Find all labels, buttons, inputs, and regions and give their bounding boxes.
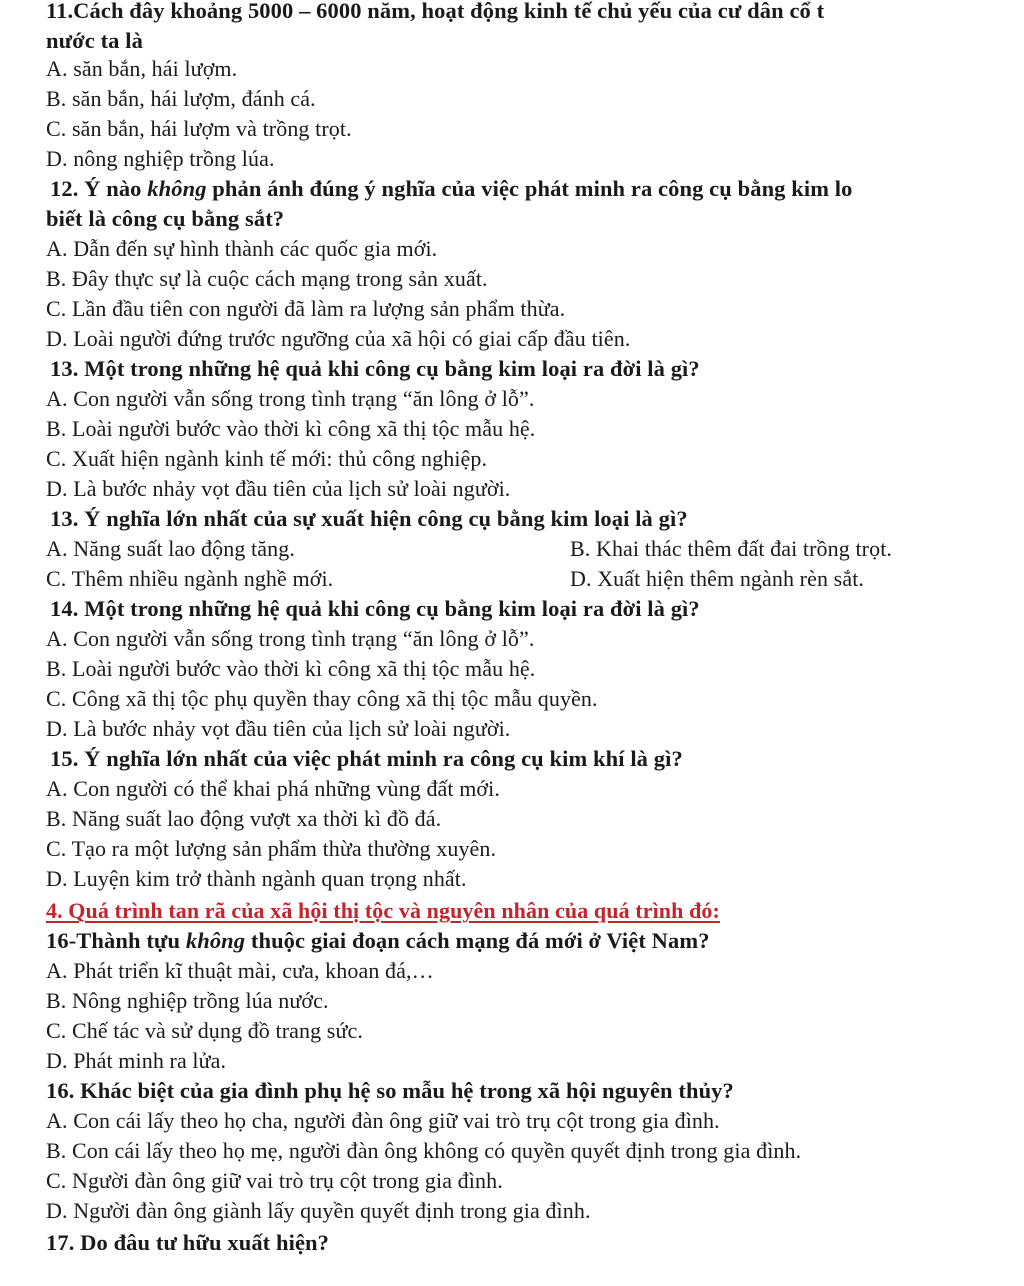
q16b-option-b: B. Con cái lấy theo họ mẹ, người đàn ông không có quyền quyết định trong gia đình. [46, 1138, 802, 1163]
q16a-prefix: 16-Thành tựu [46, 928, 186, 953]
q13a-option-a: A. Con người vẫn sống trong tình trạng “ăn lông ở lỗ”. [46, 386, 535, 411]
q16a-option-d: D. Phát minh ra lửa. [46, 1048, 227, 1073]
q14-option-b: B. Loài người bước vào thời kì công xã thị tộc mẫu hệ. [46, 656, 536, 681]
q11-option-c: C. săn bắn, hái lượm và trồng trọt. [46, 116, 352, 141]
q16b-option-c: C. Người đàn ông giữ vai trò trụ cột trong gia đình. [46, 1168, 503, 1193]
q16a-option-a: A. Phát triển kĩ thuật mài, cưa, khoan đá,… [46, 958, 434, 983]
q13a-option-b: B. Loài người bước vào thời kì công xã thị tộc mẫu hệ. [46, 416, 536, 441]
q13a-option-c: C. Xuất hiện ngành kinh tế mới: thủ công nghiệp. [46, 446, 488, 471]
q14-option-d: D. Là bước nhảy vọt đầu tiên của lịch sử loài người. [46, 716, 511, 741]
q15-option-b: B. Năng suất lao động vượt xa thời kì đồ đá. [46, 806, 442, 831]
q13b-option-a: A. Năng suất lao động tăng. [46, 536, 295, 561]
section-4-heading: 4. Quá trình tan rã của xã hội thị tộc và nguyên nhân của quá trình đó: [46, 898, 720, 923]
q12-option-a: A. Dẫn đến sự hình thành các quốc gia mới. [46, 236, 438, 261]
q13a-option-d: D. Là bước nhảy vọt đầu tiên của lịch sử loài người. [46, 476, 511, 501]
question-16a [46, 926, 710, 956]
q13b-option-b: B. Khai thác thêm đất đai trồng trọt. [570, 536, 893, 561]
question-14: 14. Một trong những hệ quả khi công cụ bằng kim loại ra đời là gì? [50, 596, 700, 621]
q14-option-c: C. Công xã thị tộc phụ quyền thay công xã thị tộc mẫu quyền. [46, 686, 598, 711]
q16a-suffix: thuộc giai đoạn cách mạng đá mới ở Việt Nam? [245, 928, 710, 953]
question-16b: 16. Khác biệt của gia đình phụ hệ so mẫu hệ trong xã hội nguyên thủy? [46, 1078, 734, 1103]
q16b-option-a: A. Con cái lấy theo họ cha, người đàn ông giữ vai trò trụ cột trong gia đình. [46, 1108, 720, 1133]
q12-suffix: phản ánh đúng ý nghĩa của việc phát minh ra công cụ bằng kim lo [206, 176, 853, 201]
q11-option-b: B. săn bắn, hái lượm, đánh cá. [46, 86, 316, 111]
q12-option-d: D. Loài người đứng trước ngưỡng của xã hội có giai cấp đầu tiên. [46, 326, 631, 351]
q15-option-a: A. Con người có thể khai phá những vùng đất mới. [46, 776, 500, 801]
q16a-option-c: C. Chế tác và sử dụng đồ trang sức. [46, 1018, 363, 1043]
q12-option-b: B. Đây thực sự là cuộc cách mạng trong sản xuất. [46, 266, 488, 291]
q12-option-c: C. Lần đầu tiên con người đã làm ra lượng sản phẩm thừa. [46, 296, 566, 321]
question-17-partial: 17. Do đâu tư hữu xuất hiện? [46, 1230, 329, 1255]
q16a-option-b: B. Nông nghiệp trồng lúa nước. [46, 988, 329, 1013]
question-13b: 13. Ý nghĩa lớn nhất của sự xuất hiện công cụ bằng kim loại là gì? [50, 506, 688, 531]
question-13a: 13. Một trong những hệ quả khi công cụ bằng kim loại ra đời là gì? [50, 356, 700, 381]
question-12-line-1 [50, 174, 853, 204]
q13b-option-d: D. Xuất hiện thêm ngành rèn sắt. [570, 566, 865, 591]
question-11-line-1: 11.Cách đây khoảng 5000 – 6000 năm, hoạt động kinh tế chủ yếu của cư dân cổ t [46, 0, 825, 23]
question-15: 15. Ý nghĩa lớn nhất của việc phát minh ra công cụ kim khí là gì? [50, 746, 683, 771]
q12-emphasis: không [147, 176, 207, 201]
question-11-line-2: nước ta là [46, 28, 143, 53]
q11-option-d: D. nông nghiệp trồng lúa. [46, 146, 275, 171]
q13b-option-c: C. Thêm nhiều ngành nghề mới. [46, 566, 334, 591]
q11-option-a: A. săn bắn, hái lượm. [46, 56, 238, 81]
q15-option-d: D. Luyện kim trở thành ngành quan trọng nhất. [46, 866, 467, 891]
q16b-option-d: D. Người đàn ông giành lấy quyền quyết định trong gia đình. [46, 1198, 591, 1223]
q15-option-c: C. Tạo ra một lượng sản phẩm thừa thường xuyên. [46, 836, 497, 861]
q14-option-a: A. Con người vẫn sống trong tình trạng “ăn lông ở lỗ”. [46, 626, 535, 651]
q16a-emphasis: không [185, 928, 246, 953]
question-12-line-2: biết là công cụ bằng sắt? [46, 206, 285, 231]
q12-prefix: 12. Ý nào [50, 176, 148, 201]
